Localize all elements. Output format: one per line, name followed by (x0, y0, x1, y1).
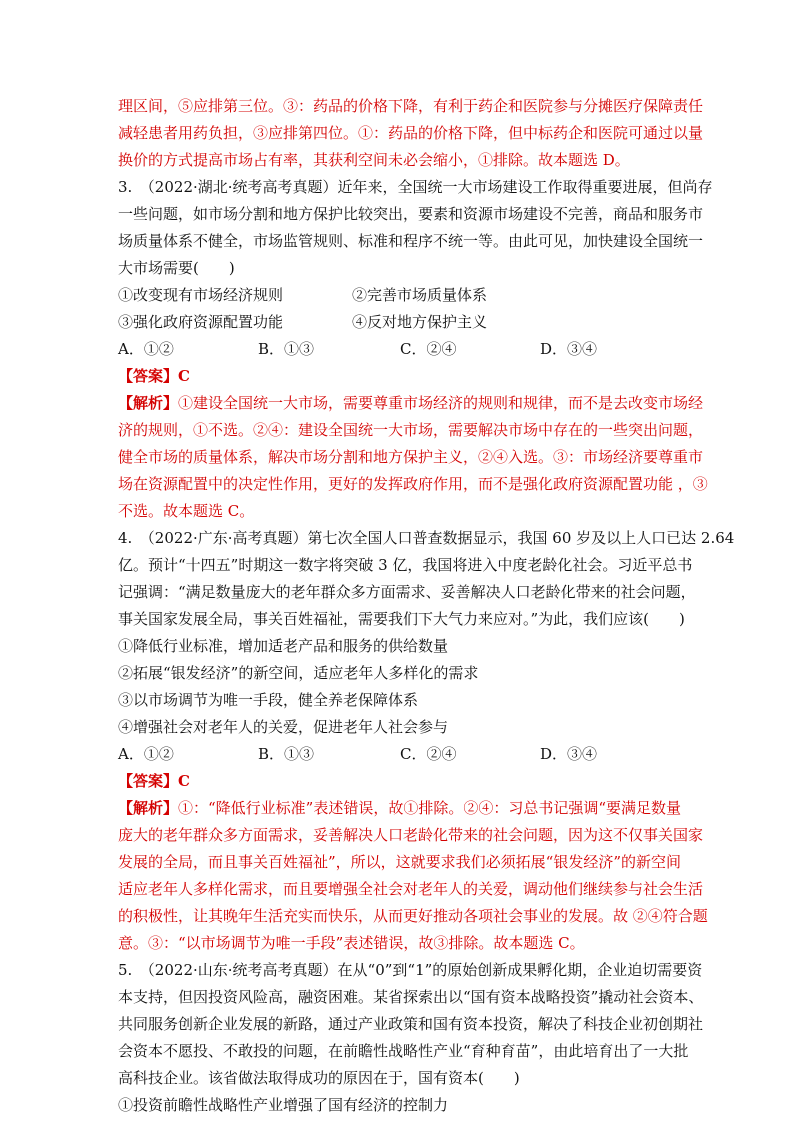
answer-tag: 【答案】 (118, 772, 179, 790)
answer-tag: 【答案】 (118, 367, 179, 385)
question-4-analysis (118, 797, 698, 819)
question-5-stem: 高科技企业。该省做法取得成功的原因在于，国有资本( ) (118, 1069, 520, 1087)
analysis-line: 理区间，⑤应排第三位。③：药品的价格下降，有利于药企和医院参与分摊医疗保障责任 (118, 97, 704, 115)
choice-d: D．③④ (540, 745, 598, 763)
question-5-option: ①投资前瞻性战略性产业增强了国有经济的控制力 (118, 1096, 449, 1114)
question-4-option: ③以市场调节为唯一手段，健全养老保障体系 (118, 691, 419, 709)
choice-a: A．①② (118, 340, 174, 358)
analysis-line: 意。③：“以市场调节为唯一手段”表述错误，故③排除。故本题选 C。 (118, 934, 585, 952)
question-3-option: ②完善市场质量体系 (352, 286, 488, 304)
analysis-line: 的积极性，让其晚年生活充实而快乐，从而更好推动各项社会事业的发展。故 ②④符合题 (118, 907, 708, 925)
question-3-stem: 一些问题，如市场分割和地方保护比较突出，要素和资源市场建设不完善，商品和服务市 (118, 205, 704, 223)
choice-b: B．①③ (258, 745, 315, 763)
choice-b: B．①③ (258, 340, 315, 358)
analysis-line: 健全市场的质量体系，解决市场分割和地方保护主义，②④入选。③：市场经济要尊重市 (118, 448, 704, 466)
question-4-stem: 事关国家发展全局，事关百姓福祉，需要我们下大气力来应对。”为此，我们应该( ) (118, 610, 685, 628)
question-4-stem: 4. （2022·广东·高考真题）第七次全国人口普查数据显示，我国 60 岁及以上人口已达 2.64 (118, 529, 735, 547)
question-4-option: ②拓展“银发经济”的新空间，适应老年人多样化的需求 (118, 664, 479, 682)
analysis-line: 适应老年人多样化需求，而且要增强全社会对老年人的关爱，调动他们继续参与社会生活 (118, 880, 704, 898)
analysis-tag: 【解析】 (118, 394, 179, 412)
question-3-stem: 3. （2022·湖北·统考高考真题）近年来，全国统一大市场建设工作取得重要进展，但尚存 (118, 178, 713, 196)
question-4-option: ④增强社会对老年人的关爱，促进老年人社会参与 (118, 718, 449, 736)
analysis-line: 减轻患者用药负担，③应排第四位。①：药品的价格下降，但中标药企和医院可通过以量 (118, 124, 704, 142)
question-4-stem: 亿。预计“十四五”时期这一数字将突破 3 亿，我国将进入中度老龄化社会。习近平总书 (118, 556, 693, 574)
analysis-line: 不选。故本题选 C。 (118, 502, 255, 520)
question-5-stem: 本支持，但因投资风险高，融资困难。某省探索出以“国有资本战略投资”撬动社会资本、 (118, 988, 704, 1006)
question-4-option: ①降低行业标准，增加适老产品和服务的供给数量 (118, 637, 449, 655)
question-5-stem: 5. （2022·山东·统考高考真题）在从“0”到“1”的原始创新成果孵化期，企业迫切需要资 (118, 961, 703, 979)
answer-value: C (178, 772, 190, 790)
analysis-line: 换价的方式提高市场占有率，其获利空间未必会缩小，①排除。故本题选 D。 (118, 151, 630, 169)
question-3-analysis (118, 392, 704, 414)
question-4-answer (118, 770, 698, 792)
choice-c: C．②④ (400, 340, 457, 358)
analysis-line: 庞大的老年群众多方面需求，妥善解决人口老龄化带来的社会问题，因为这不仅事关国家 (118, 826, 704, 844)
question-3-stem: 大市场需要( ) (118, 259, 235, 277)
question-3-option: ①改变现有市场经济规则 (118, 286, 284, 304)
analysis-line: 场在资源配置中的决定性作用，更好的发挥政府作用，而不是强化政府资源配置功能 ，③ (118, 475, 708, 493)
question-3-option: ③强化政府资源配置功能 (118, 313, 284, 331)
question-5-stem: 会资本不愿投、不敢投的问题，在前瞻性战略性产业“育种育苗”，由此培育出了一大批 (118, 1042, 689, 1060)
question-3-stem: 场质量体系不健全，市场监管规则、标准和程序不统一等。由此可见，加快建设全国统一 (118, 232, 704, 250)
analysis-line: 发展的全局，而且事关百姓福祉”，所以，这就要求我们必须拓展“银发经济”的新空间 (118, 853, 682, 871)
analysis-text: ①：“降低行业标准”表述错误，故①排除。②④：习总书记强调“要满足数量 (178, 799, 682, 817)
question-3-option: ④反对地方保护主义 (352, 313, 488, 331)
answer-value: C (178, 367, 190, 385)
analysis-tag: 【解析】 (118, 799, 179, 817)
analysis-text: ①建设全国统一大市场，需要尊重市场经济的规则和规律，而不是去改变市场经 (178, 394, 704, 412)
choice-d: D．③④ (540, 340, 598, 358)
question-5-stem: 共同服务创新企业发展的新路，通过产业政策和国有资本投资，解决了科技企业初创期社 (118, 1015, 704, 1033)
question-3-answer (118, 365, 698, 387)
analysis-line: 济的规则，①不选。②④：建设全国统一大市场，需要解决市场中存在的一些突出问题， (118, 421, 704, 439)
choice-a: A．①② (118, 745, 174, 763)
choice-c: C．②④ (400, 745, 457, 763)
question-4-stem: 记强调：“满足数量庞大的老年群众多方面需求、妥善解决人口老龄化带来的社会问题， (118, 583, 696, 601)
